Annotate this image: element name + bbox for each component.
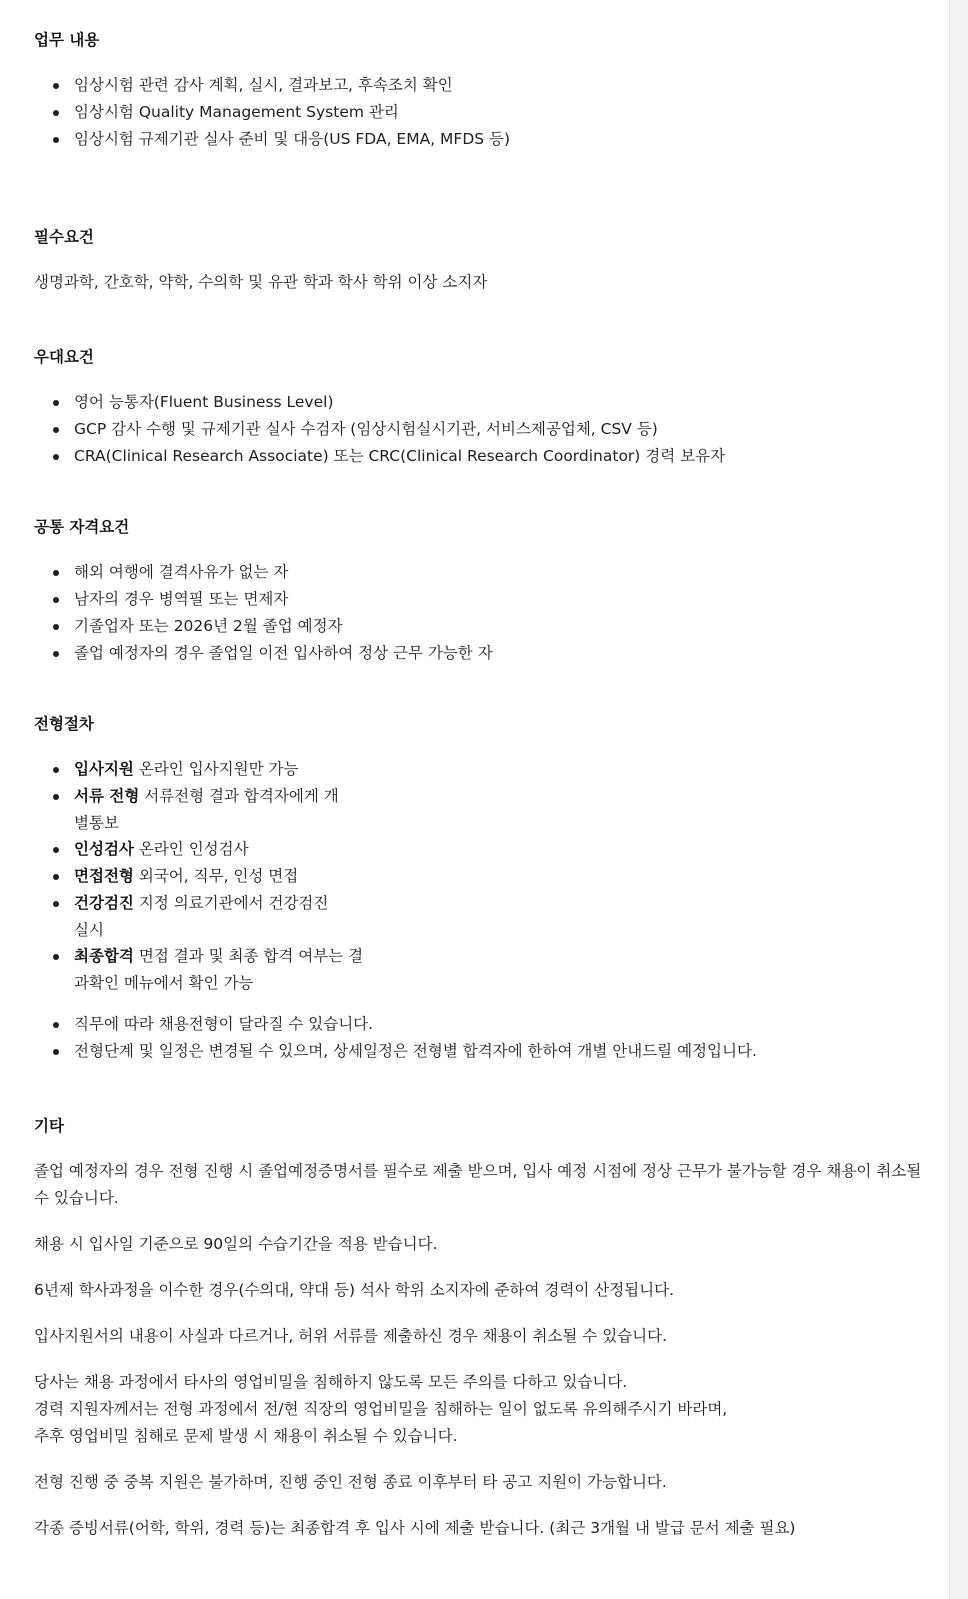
process-section bbox=[34, 713, 914, 1065]
preferred-section bbox=[34, 346, 914, 470]
step-label: 입사지원 bbox=[74, 760, 134, 778]
duties-section bbox=[34, 29, 914, 153]
list-item: GCP 감사 수행 및 규제기관 실사 수검자 (임상시험실시기관, 서비스제공업체, CSV 등) bbox=[74, 416, 914, 443]
scrollbar[interactable] bbox=[949, 0, 968, 1599]
etc-section bbox=[34, 1115, 924, 1542]
etc-paragraph: 전형 진행 중 중복 지원은 불가하며, 진행 중인 전형 종료 이후부터 타 공고 지원이 가능합니다. bbox=[34, 1473, 667, 1491]
process-notes bbox=[34, 1011, 914, 1065]
list-item: 전형단계 및 일정은 변경될 수 있으며, 상세일정은 전형별 합격자에 한하여 개별 안내드릴 예정입니다. bbox=[74, 1038, 914, 1065]
notice-line: 추후 영업비밀 침해로 문제 발생 시 채용이 취소될 수 있습니다. bbox=[34, 1427, 458, 1445]
process-title: 전형절차 bbox=[34, 715, 94, 733]
list-item: 직무에 따라 채용전형이 달라질 수 있습니다. bbox=[74, 1011, 914, 1038]
step-text: 외국어, 직무, 인성 면접 bbox=[138, 867, 299, 885]
etc-paragraph: 채용 시 입사일 기준으로 90일의 수습기간을 적용 받습니다. bbox=[34, 1235, 438, 1253]
process-steps bbox=[34, 756, 914, 996]
list-item: 임상시험 관련 감사 계획, 실시, 결과보고, 후속조치 확인 bbox=[74, 72, 914, 99]
list-item: 임상시험 규제기관 실사 준비 및 대응(US FDA, EMA, MFDS 등) bbox=[74, 126, 914, 153]
duties-title: 업무 내용 bbox=[34, 31, 100, 49]
step-label: 인성검사 bbox=[74, 840, 134, 858]
notice-line: 경력 지원자께서는 전형 과정에서 전/현 직장의 영업비밀을 침해하는 일이 없도록 유의해주시기 바라며, bbox=[34, 1400, 728, 1418]
step-text: 온라인 입사지원만 가능 bbox=[138, 760, 299, 778]
process-step bbox=[74, 783, 344, 836]
etc-title: 기타 bbox=[34, 1117, 64, 1135]
list-item: 기졸업자 또는 2026년 2월 졸업 예정자 bbox=[74, 613, 914, 640]
step-text: 면접 결과 및 최종 합격 여부는 결과확인 메뉴에서 확인 가능 bbox=[74, 947, 364, 992]
etc-paragraph: 입사지원서의 내용이 사실과 다르거나, 허위 서류를 제출하신 경우 채용이 취소될 수 있습니다. bbox=[34, 1327, 668, 1345]
etc-paragraph: 졸업 예정자의 경우 전형 진행 시 졸업예정증명서를 필수로 제출 받으며, 입사 예정 시점에 정상 근무가 불가능할 경우 채용이 취소될 수 있습니다. bbox=[34, 1162, 922, 1207]
common-list bbox=[34, 559, 914, 667]
preferred-list bbox=[34, 389, 914, 470]
list-item: CRA(Clinical Research Associate) 또는 CRC(Clinical Research Coordinator) 경력 보유자 bbox=[74, 443, 914, 470]
list-item: 해외 여행에 결격사유가 없는 자 bbox=[74, 559, 914, 586]
required-text: 생명과학, 간호학, 약학, 수의학 및 유관 학과 학사 학위 이상 소지자 bbox=[34, 273, 488, 291]
etc-paragraph: 각종 증빙서류(어학, 학위, 경력 등)는 최종합격 후 입사 시에 제출 받습니다. (최근 3개월 내 발급 문서 제출 필요) bbox=[34, 1519, 796, 1537]
step-label: 건강검진 bbox=[74, 894, 134, 912]
common-section bbox=[34, 516, 914, 667]
list-item: 임상시험 Quality Management System 관리 bbox=[74, 99, 914, 126]
duties-list bbox=[34, 72, 914, 153]
preferred-title: 우대요건 bbox=[34, 348, 94, 366]
process-step bbox=[74, 756, 914, 783]
required-section bbox=[34, 226, 914, 296]
process-step bbox=[74, 943, 374, 996]
step-text: 지정 의료기관에서 건강검진 실시 bbox=[74, 894, 329, 939]
process-step bbox=[74, 836, 914, 863]
confidentiality-notice bbox=[34, 1369, 924, 1450]
step-label: 면접전형 bbox=[74, 867, 134, 885]
process-step bbox=[74, 890, 344, 943]
step-label: 최종합격 bbox=[74, 947, 134, 965]
required-title: 필수요건 bbox=[34, 228, 94, 246]
common-title: 공통 자격요건 bbox=[34, 518, 130, 536]
step-label: 서류 전형 bbox=[74, 787, 140, 805]
etc-paragraph: 6년제 학사과정을 이수한 경우(수의대, 약대 등) 석사 학위 소지자에 준하여 경력이 산정됩니다. bbox=[34, 1281, 675, 1299]
list-item: 졸업 예정자의 경우 졸업일 이전 입사하여 정상 근무 가능한 자 bbox=[74, 640, 914, 667]
step-text: 서류전형 결과 합격자에게 개별통보 bbox=[74, 787, 339, 832]
process-step bbox=[74, 863, 914, 890]
list-item: 영어 능통자(Fluent Business Level) bbox=[74, 389, 914, 416]
list-item: 남자의 경우 병역필 또는 면제자 bbox=[74, 586, 914, 613]
step-text: 온라인 인성검사 bbox=[138, 840, 249, 858]
notice-line: 당사는 채용 과정에서 타사의 영업비밀을 침해하지 않도록 모든 주의를 다하고 있습니다. bbox=[34, 1373, 628, 1391]
